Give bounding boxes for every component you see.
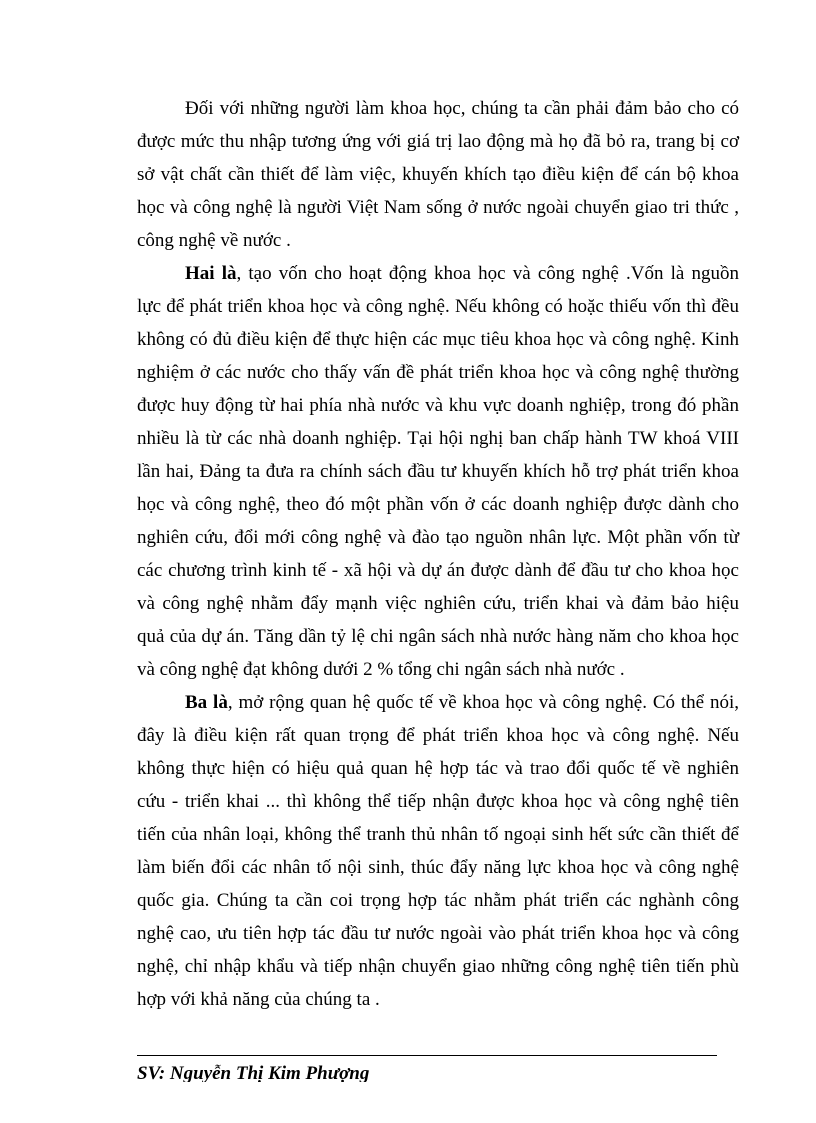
paragraph-lead: Hai là bbox=[185, 263, 237, 284]
text-line: hợp với khả năng của chúng ta . bbox=[137, 989, 380, 1010]
text-line-rest: , mở rộng quan hệ quốc tế về khoa học và công nghệ. Có thể nói, bbox=[227, 692, 739, 713]
text-line: nghiên cứu, đổi mới công nghệ và đào tạo nguồn nhân lực. Một phần vốn từ bbox=[137, 527, 739, 548]
text-line: lần hai, Đảng ta đưa ra chính sách đầu tư khuyến khích hỗ trợ phát triển khoa bbox=[137, 461, 739, 482]
text-line: không có đủ điều kiện để thực hiện các mục tiêu khoa học và công nghệ. Kinh bbox=[137, 329, 739, 350]
text-line: công nghệ về nước . bbox=[137, 230, 291, 251]
text-line: cứu - triển khai ... thì không thể tiếp nhận được khoa học và công nghệ tiên bbox=[137, 791, 739, 812]
text-line: tiến của nhân loại, không thể tranh thủ nhân tố ngoại sinh hết sức cần thiết để bbox=[137, 824, 739, 845]
text-line: lực để phát triển khoa học và công nghệ. Nếu không có hoặc thiếu vốn thì đều bbox=[137, 296, 739, 317]
text-line: các chương trình kinh tế - xã hội và dự án được dành để đầu tư cho khoa học bbox=[137, 560, 739, 581]
text-line: nhiều là từ các nhà doanh nghiệp. Tại hội nghị ban chấp hành TW khoá VIII bbox=[137, 428, 739, 449]
text-line: làm biến đổi các nhân tố nội sinh, thúc đẩy năng lực khoa học và công nghệ bbox=[137, 857, 739, 878]
footer-divider bbox=[137, 1055, 717, 1056]
footer-author: SV: Nguyễn Thị Kim Phượng bbox=[137, 1063, 370, 1082]
text-line: nghệ, chỉ nhập khẩu và tiếp nhận chuyển giao những công nghệ tiên tiến phù bbox=[137, 956, 739, 977]
text-line: nghệ cao, ưu tiên hợp tác đầu tư nước ngoài vào phát triển khoa học và công bbox=[137, 923, 739, 944]
text-line: được huy động từ hai phía nhà nước và khu vực doanh nghiệp, trong đó phần bbox=[137, 395, 739, 416]
text-line: được mức thu nhập tương ứng với giá trị lao động mà họ đã bỏ ra, trang bị cơ bbox=[137, 131, 739, 152]
text-line: nghiệm ở các nước cho thấy vấn đề phát triển khoa học và công nghệ thường bbox=[137, 362, 739, 383]
text-line: và công nghệ đạt không dưới 2 % tổng chi ngân sách nhà nước . bbox=[137, 659, 625, 680]
text-line: quả của dự án. Tăng dần tỷ lệ chi ngân sách nhà nước hàng năm cho khoa học bbox=[137, 626, 739, 647]
text-line bbox=[185, 691, 739, 715]
text-line: học và công nghệ, theo đó một phần vốn ở các doanh nghiệp được dành cho bbox=[137, 494, 739, 515]
text-line: không thực hiện có hiệu quả quan hệ hợp tác và trao đổi quốc tế về nghiên bbox=[137, 758, 739, 779]
text-line bbox=[185, 262, 739, 286]
text-line-rest: , tạo vốn cho hoạt động khoa học và công nghệ .Vốn là nguồn bbox=[236, 263, 739, 284]
text-line: quốc gia. Chúng ta cần coi trọng hợp tác nhằm phát triển các nghành công bbox=[137, 890, 739, 911]
text-line: Đối với những người làm khoa học, chúng ta cần phải đảm bảo cho có bbox=[185, 98, 739, 119]
text-line: đây là điều kiện rất quan trọng để phát triển khoa học và công nghệ. Nếu bbox=[137, 725, 739, 746]
paragraph-lead: Ba là bbox=[185, 692, 228, 713]
text-line: học và công nghệ là người Việt Nam sống ở nước ngoài chuyển giao tri thức , bbox=[137, 197, 739, 218]
text-line: và công nghệ nhằm đẩy mạnh việc nghiên cứu, triển khai và đảm bảo hiệu bbox=[137, 593, 739, 614]
text-line: sở vật chất cần thiết để làm việc, khuyến khích tạo điều kiện để cán bộ khoa bbox=[137, 164, 739, 185]
